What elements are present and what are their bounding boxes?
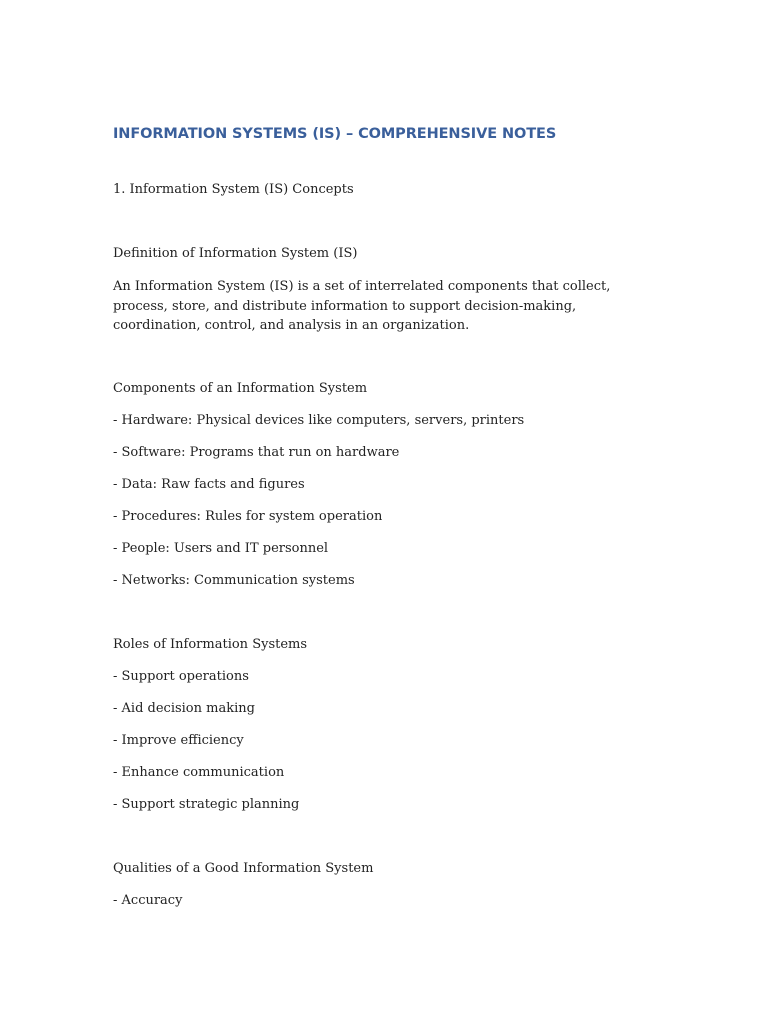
list-item: - Support strategic planning xyxy=(113,797,300,812)
qualities-heading: Qualities of a Good Information System xyxy=(113,861,374,876)
roles-heading: Roles of Information Systems xyxy=(113,637,308,652)
list-item: - Support operations xyxy=(113,669,249,684)
section-heading: 1. Information System (IS) Concepts xyxy=(113,182,354,197)
list-item: - Data: Raw facts and figures xyxy=(113,477,305,492)
list-item: - Accuracy xyxy=(113,893,183,908)
definition-heading: Definition of Information System (IS) xyxy=(113,246,358,261)
list-item: - Hardware: Physical devices like computers, servers, printers xyxy=(113,413,525,428)
document-title: INFORMATION SYSTEMS (IS) – COMPREHENSIVE NOTES xyxy=(113,126,557,142)
list-item: - Procedures: Rules for system operation xyxy=(113,509,383,524)
list-item: - Aid decision making xyxy=(113,701,255,716)
list-item: - Networks: Communication systems xyxy=(113,573,355,588)
list-item: - Improve efficiency xyxy=(113,733,244,748)
definition-paragraph: An Information System (IS) is a set of interrelated components that collect, process, store, and distribute information to support decision-making, coordination, control, and analysis in an organization. xyxy=(113,279,611,333)
list-item: - Enhance communication xyxy=(113,765,285,780)
list-item: - People: Users and IT personnel xyxy=(113,541,329,556)
components-heading: Components of an Information System xyxy=(113,381,368,396)
list-item: - Software: Programs that run on hardware xyxy=(113,445,400,460)
